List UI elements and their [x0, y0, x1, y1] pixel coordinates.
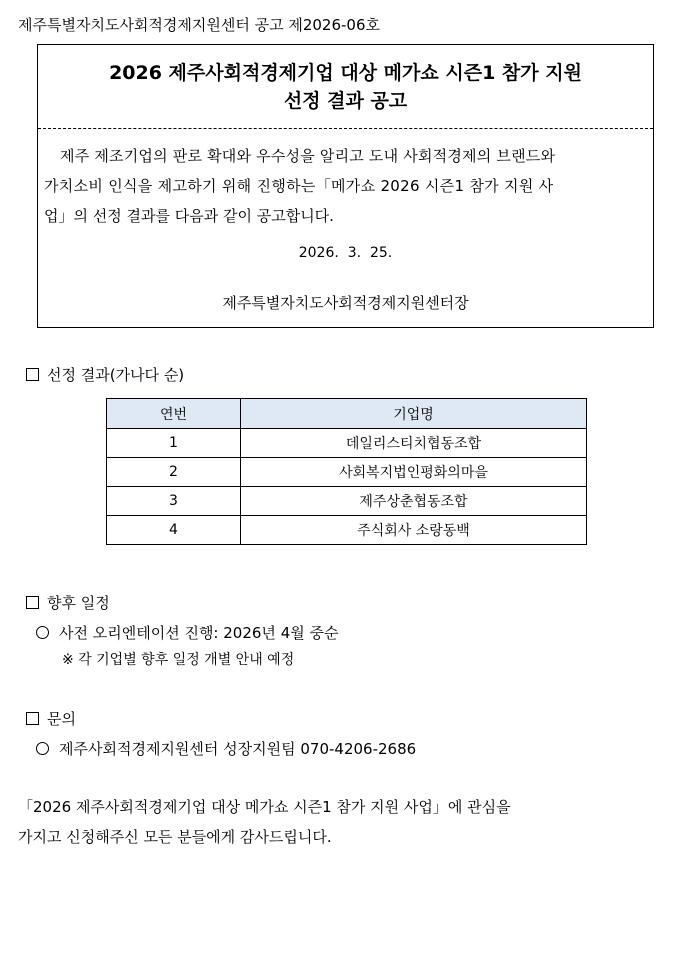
- inquiry-item-text: 제주사회적경제지원센터 성장지원팀 070-4206-2686: [59, 740, 417, 758]
- notice-body-line: 가치소비 인식을 제고하기 위해 진행하는「메가쇼 2026 시즌1 참가 지원 사: [44, 177, 554, 195]
- company-name-cell: 제주상춘협동조합: [241, 487, 587, 516]
- table-row: [107, 516, 587, 545]
- schedule-item-text: 사전 오리엔테이션 진행: 2026년 4월 중순: [59, 624, 339, 642]
- notice-body: [44, 141, 648, 231]
- notice-body-line: 제주 제조기업의 판로 확대와 우수성을 알리고 도내 사회적경제의 브랜드와: [60, 147, 556, 165]
- section-heading-inquiry: [26, 708, 76, 729]
- notice-body-line: 업」의 선정 결과를 다음과 같이 공고합니다.: [44, 207, 334, 225]
- schedule-note: ※ 각 기업별 향후 일정 개별 안내 예정: [62, 652, 295, 668]
- row-number-cell: 4: [107, 516, 241, 545]
- section-heading-label: 문의: [47, 710, 76, 728]
- section-heading-schedule: [26, 592, 110, 613]
- dashed-divider: [38, 128, 653, 129]
- square-bullet-icon: [26, 712, 39, 725]
- notice-signer: 제주특별자치도사회적경제지원센터장: [222, 294, 469, 312]
- company-name-cell: 데일리스티치협동조합: [241, 429, 587, 458]
- square-bullet-icon: [26, 596, 39, 609]
- table-row: [107, 487, 587, 516]
- notice-subtitle: 선정 결과 공고: [283, 90, 408, 112]
- column-header-company: 기업명: [241, 399, 587, 429]
- closing-message: [18, 792, 511, 852]
- column-header-number: 연번: [107, 399, 241, 429]
- circle-bullet-icon: [36, 742, 49, 755]
- square-bullet-icon: [26, 368, 39, 381]
- table-header-row: [107, 399, 587, 429]
- section-heading-result: [26, 364, 184, 385]
- schedule-item: [36, 622, 338, 643]
- company-name-cell: 사회복지법인평화의마을: [241, 458, 587, 487]
- row-number-cell: 3: [107, 487, 241, 516]
- section-heading-label: 선정 결과(가나다 순): [47, 366, 185, 384]
- company-name-cell: 주식회사 소랑동백: [241, 516, 587, 545]
- row-number-cell: 1: [107, 429, 241, 458]
- section-heading-label: 향후 일정: [47, 594, 110, 612]
- closing-line: 「2026 제주사회적경제기업 대상 메가쇼 시즌1 참가 지원 사업」에 관심을: [18, 798, 511, 816]
- table-row: [107, 458, 587, 487]
- notice-box: [37, 44, 654, 328]
- closing-line: 가지고 신청해주신 모든 분들에게 감사드립니다.: [18, 828, 332, 846]
- table-row: [107, 429, 587, 458]
- row-number-cell: 2: [107, 458, 241, 487]
- notice-date: 2026. 3. 25.: [298, 245, 393, 261]
- circle-bullet-icon: [36, 626, 49, 639]
- inquiry-item: [36, 738, 416, 759]
- notice-title: 2026 제주사회적경제기업 대상 메가쇼 시즌1 참가 지원: [109, 62, 582, 84]
- notice-number: 제주특별자치도사회적경제지원센터 공고 제2026-06호: [18, 16, 381, 34]
- result-table: [106, 398, 587, 545]
